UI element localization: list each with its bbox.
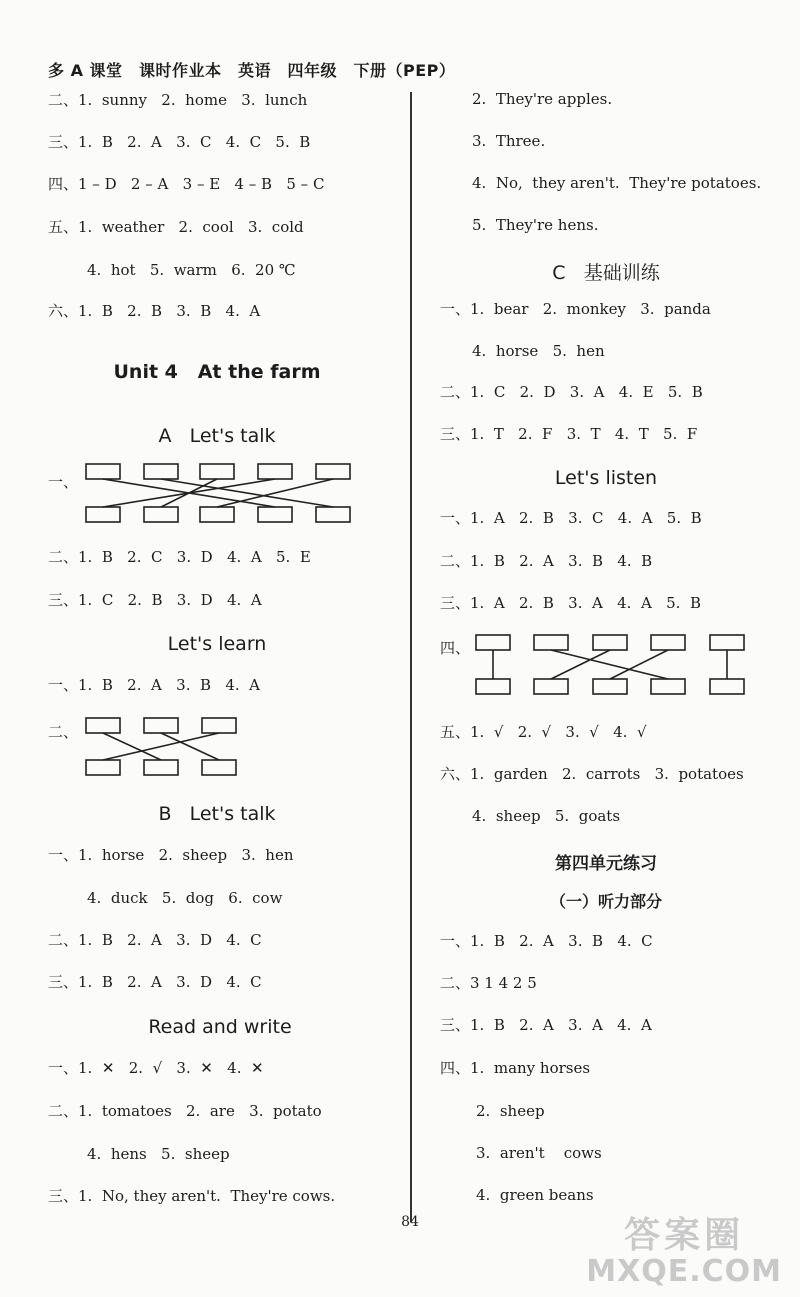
watermark-logo: 答案圈 <box>624 1215 745 1256</box>
match-line <box>610 650 668 679</box>
question-label: 一、 <box>48 473 79 491</box>
match-box-top <box>710 635 744 650</box>
match-line <box>103 733 161 760</box>
answer-line: 三、1. B 2. A 3. D 4. C <box>48 973 262 991</box>
answer-line: 三、1. C 2. B 3. D 4. A <box>48 591 262 609</box>
answer-line: 六、1. garden 2. carrots 3. potatoes <box>440 765 744 783</box>
match-box-top <box>651 635 685 650</box>
answer-line: 2. sheep <box>476 1102 545 1120</box>
answer-line: 五、1. √ 2. √ 3. √ 4. √ <box>440 723 647 741</box>
listening-part-title: （一）听力部分 <box>549 892 663 911</box>
match-box-top <box>258 464 292 479</box>
page-number: 84 <box>401 1214 419 1230</box>
matching-diagram <box>84 462 354 524</box>
watermark-url: MXQE.COM <box>586 1254 782 1289</box>
match-box-top <box>316 464 350 479</box>
answer-line: 4. hot 5. warm 6. 20 ℃ <box>87 261 296 279</box>
answer-line: 四、1. many horses <box>440 1059 591 1077</box>
answer-line: 一、1. ✕ 2. √ 3. ✕ 4. ✕ <box>48 1059 264 1077</box>
answer-line: 4. horse 5. hen <box>472 342 605 360</box>
match-box-bottom <box>593 679 627 694</box>
unit-title: Unit 4 At the farm <box>113 361 321 383</box>
answer-line: 三、1. T 2. F 3. T 4. T 5. F <box>440 425 698 443</box>
match-box-top <box>534 635 568 650</box>
answer-line: 二、1. B 2. A 3. D 4. C <box>48 931 262 949</box>
match-line <box>551 650 610 679</box>
answer-line: 二、1. B 2. A 3. B 4. B <box>440 552 653 570</box>
answer-line: 二、3 1 4 2 5 <box>440 974 537 992</box>
match-line <box>217 479 333 507</box>
match-box-bottom <box>316 507 350 522</box>
answer-line: 一、1. B 2. A 3. B 4. A <box>48 676 261 694</box>
answer-line: 四、1 – D 2 – A 3 – E 4 – B 5 – C <box>48 175 325 193</box>
match-box-bottom <box>476 679 510 694</box>
answer-line: 4. green beans <box>476 1186 594 1204</box>
match-box-top <box>86 464 120 479</box>
watermark <box>586 1207 782 1289</box>
match-box-bottom <box>534 679 568 694</box>
column-divider <box>410 92 412 1222</box>
match-box-bottom <box>202 760 236 775</box>
answer-line: 三、1. No, they aren't. They're cows. <box>48 1187 336 1205</box>
match-box-bottom <box>144 760 178 775</box>
section-heading: Read and write <box>148 1016 292 1038</box>
answer-line: 5. They're hens. <box>472 216 599 234</box>
match-line <box>551 650 668 679</box>
match-line <box>161 733 219 760</box>
answer-line: 3. Three. <box>472 132 546 150</box>
match-box-top <box>202 718 236 733</box>
matching-diagram <box>84 716 240 778</box>
match-box-top <box>144 718 178 733</box>
answer-line: 一、1. A 2. B 3. C 4. A 5. B <box>440 509 702 527</box>
question-label: 四、 <box>440 639 471 657</box>
answer-line: 4. hens 5. sheep <box>87 1145 230 1163</box>
section-heading: Let's listen <box>554 467 658 489</box>
match-box-top <box>86 718 120 733</box>
answer-line: 三、1. A 2. B 3. A 4. A 5. B <box>440 594 701 612</box>
section-heading: A Let's talk <box>158 425 276 447</box>
answer-line: 3. aren't cows <box>476 1144 602 1162</box>
answer-line: 4. No, they aren't. They're potatoes. <box>472 174 762 192</box>
section-heading: C 基础训练 <box>552 262 660 284</box>
answer-line: 4. duck 5. dog 6. cow <box>87 889 283 907</box>
answer-line: 三、1. B 2. A 3. A 4. A <box>440 1016 652 1034</box>
match-line <box>103 733 219 760</box>
match-box-top <box>593 635 627 650</box>
match-box-top <box>144 464 178 479</box>
section-heading: Let's learn <box>167 633 267 655</box>
answer-line: 二、1. tomatoes 2. are 3. potato <box>48 1102 322 1120</box>
match-box-top <box>200 464 234 479</box>
section-heading: B Let's talk <box>158 803 276 825</box>
answer-line: 五、1. weather 2. cool 3. cold <box>48 218 304 236</box>
page-header: 多 A 课堂 课时作业本 英语 四年级 下册（PEP） <box>48 61 456 80</box>
unit-practice-title: 第四单元练习 <box>555 854 657 874</box>
match-box-bottom <box>651 679 685 694</box>
answer-line: 一、1. horse 2. sheep 3. hen <box>48 846 294 864</box>
answer-line: 六、1. B 2. B 3. B 4. A <box>48 302 261 320</box>
answer-line: 三、1. B 2. A 3. C 4. C 5. B <box>48 133 311 151</box>
answer-line: 二、1. C 2. D 3. A 4. E 5. B <box>440 383 703 401</box>
match-box-bottom <box>86 507 120 522</box>
answer-line: 2. They're apples. <box>472 90 613 108</box>
matching-diagram <box>474 633 748 697</box>
question-label: 二、 <box>48 723 79 741</box>
match-box-bottom <box>200 507 234 522</box>
answer-line: 一、1. B 2. A 3. B 4. C <box>440 932 653 950</box>
match-box-bottom <box>86 760 120 775</box>
answer-line: 二、1. sunny 2. home 3. lunch <box>48 91 308 109</box>
answer-line: 二、1. B 2. C 3. D 4. A 5. E <box>48 548 311 566</box>
match-box-bottom <box>144 507 178 522</box>
answer-line: 一、1. bear 2. monkey 3. panda <box>440 300 711 318</box>
match-box-bottom <box>258 507 292 522</box>
answer-line: 4. sheep 5. goats <box>472 807 621 825</box>
match-box-bottom <box>710 679 744 694</box>
match-box-top <box>476 635 510 650</box>
